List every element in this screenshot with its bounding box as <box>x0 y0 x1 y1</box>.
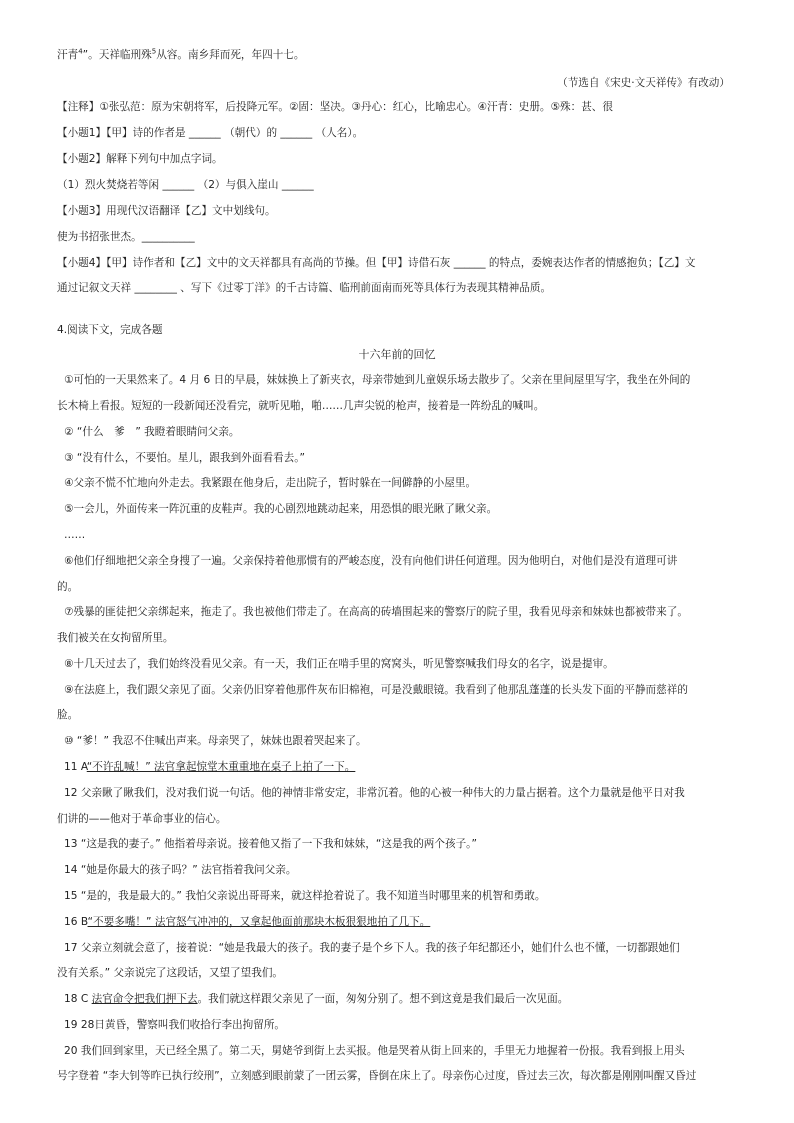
text-fragment: 汗青 <box>57 49 79 61</box>
paragraph-3: ③ “没有什么，不要怕。星儿，跟我到外面看看去。” <box>64 452 306 464</box>
paragraph-9-line-1: ⑨在法庭上，我们跟父亲见了面。父亲仍旧穿着他那件灰布旧棉袍，可是没戴眼镜。我看到了他那乱蓬蓬的长头发下面的平静而慈祥的 <box>64 684 688 696</box>
paragraph-5: ⑤一会儿，外面传来一阵沉重的皮鞋声。我的心剧烈地跳动起来，用恐惧的眼光瞅了瞅父亲。 <box>64 503 498 515</box>
paragraph-15: 15 “是的，我是最大的。” 我怕父亲说出哥哥来，就这样抢着说了。我不知道当时哪里来的机智和勇敢。 <box>64 890 546 902</box>
paragraph-number: 11 A <box>64 761 87 773</box>
question-3-sentence: 使为书招张世杰。__________ <box>57 231 195 243</box>
paragraph-17-line-2: 没有关系。” 父亲说完了这段话，又望了望我们。 <box>57 967 284 979</box>
notes: 【注释】①张弘范：原为宋朝将军，后投降元军。②固：坚决。③丹心：红心，比喻忠心。④汗青：史册。⑤殊：甚、很 <box>57 101 613 113</box>
paragraph-1-line-2: 长木椅上看报。短短的一段新闻还没看完，就听见啪，啪……几声尖锐的枪声，接着是一阵纷乱的喊叫。 <box>57 400 545 412</box>
paragraph-20-line-2: 号字登着 “李大钊等昨已执行绞刑”，立刻感到眼前蒙了一团云雾，昏倒在床上了。母亲伤心过度，昏过去三次，每次都是刚刚叫醒又昏过 <box>57 1070 697 1082</box>
paragraph-19: 19 28日黄昏，警察叫我们收拾行李出拘留所。 <box>64 1019 286 1031</box>
passage-title: 十六年前的回忆 <box>358 348 436 361</box>
paragraph-17-line-1: 17 父亲立刻就会意了，接着说：“她是我最大的孩子。我的妻子是个乡下人。我的孩子年纪都还小，她们什么也不懂，一切都跟她们 <box>64 942 680 954</box>
footnote-marker: 4 <box>78 47 83 56</box>
paragraph-16 <box>64 914 754 930</box>
paragraph-11 <box>64 759 754 775</box>
ellipsis: …… <box>64 529 86 541</box>
question-1: 【小题1】【甲】诗的作者是 ______ （朝代）的 ______ （人名）。 <box>57 127 364 139</box>
footnote-marker: 5 <box>151 47 157 56</box>
text-fragment: 从容。南乡拜而死，年四十七。 <box>156 49 305 61</box>
paragraph-1-line-1: ①可怕的一天果然来了。4 月 6 日的早晨，妹妹换上了新夹衣，母亲带她到儿童娱乐场去散步了。父亲在里间屋里写字，我坐在外间的 <box>64 374 691 386</box>
paragraph-12-line-1: 12 父亲瞅了瞅我们，没对我们说一句话。他的神情非常安定，非常沉着。他的心被一种伟大的力量占据着。这个力量就是他平日对我 <box>64 787 685 799</box>
paragraph-8: ⑧十几天过去了，我们始终没看见父亲。有一天，我们正在啃手里的窝窝头，听见警察喊我们母女的名字，说是提审。 <box>64 658 614 670</box>
paragraph-13: 13 “这是我的妻子。” 他指着母亲说。接着他又指了一下我和妹妹，“这是我的两个孩子。” <box>64 838 477 850</box>
passage-end-line <box>57 47 747 63</box>
question-3: 【小题3】用现代汉语翻译【乙】文中划线句。 <box>57 205 276 217</box>
underlined-sentence-c: 法官命令把我们押下去 <box>91 993 198 1005</box>
question-4-line-1: 【小题4】【甲】诗作者和【乙】文中的文天祥都具有高尚的节操。但【甲】诗借石灰 ______ 的特点，委婉表达作者的情感抱负；【乙】文 <box>57 257 696 269</box>
paragraph-number: 18 C <box>64 993 92 1005</box>
paragraph-7-line-2: 我们被关在女拘留所里。 <box>57 632 174 644</box>
section-heading: 4.阅读下文，完成各题 <box>57 324 163 336</box>
text-fragment: ”。天祥临刑殊 <box>82 49 152 61</box>
paragraph-6-line-1: ⑥他们仔细地把父亲全身搜了一遍。父亲保持着他那惯有的严峻态度，没有向他们讲任何道理。因为他明白，对他们是没有道理可讲 <box>64 555 678 567</box>
paragraph-20-line-1: 20 我们回到家里，天已经全黑了。第二天，舅姥爷到街上去买报。他是哭着从街上回来的，手里无力地握着一份报。我看到报上用头 <box>64 1045 685 1057</box>
source-citation: （节选自《宋史·文天祥传》有改动） <box>557 77 730 89</box>
paragraph-number: 16 B <box>64 916 88 928</box>
paragraph-7-line-1: ⑦残暴的匪徒把父亲绑起来，拖走了。我也被他们带走了。在高高的砖墙围起来的警察厅的院子里，我看见母亲和妹妹也都被带来了。 <box>64 606 688 618</box>
text-fragment: 。我们就这样跟父亲见了一面，匆匆分别了。想不到这竟是我们最后一次见面。 <box>197 993 569 1005</box>
question-2-items: （1）烈火焚烧若等闲 ______ （2）与俱入崖山 ______ <box>57 179 314 191</box>
paragraph-10: ⑩ “爹！” 我忍不住喊出声来。母亲哭了，妹妹也跟着哭起来了。 <box>64 735 367 747</box>
paragraph-18 <box>64 991 754 1007</box>
paragraph-2: ② “什么 爹 ” 我瞪着眼睛问父亲。 <box>64 426 240 438</box>
underlined-sentence-a: “不许乱喊！” 法官拿起惊堂木重重地在桌子上拍了一下。 <box>86 761 356 773</box>
paragraph-4: ④父亲不慌不忙地向外走去。我紧跟在他身后，走出院子，暂时躲在一间僻静的小屋里。 <box>64 477 477 489</box>
question-2: 【小题2】解释下列句中加点字词。 <box>57 153 223 165</box>
underlined-sentence-b: “不要多嘴！” 法官怒气冲冲的，又拿起他面前那块木板狠狠地拍了几下。 <box>87 916 431 928</box>
paragraph-6-line-2: 的。 <box>57 581 79 593</box>
paragraph-9-line-2: 脸。 <box>57 709 79 721</box>
paragraph-12-line-2: 们讲的——他对于革命事业的信心。 <box>57 813 227 825</box>
paragraph-14: 14 “她是你最大的孩子吗？” 法官指着我问父亲。 <box>64 864 297 876</box>
question-4-line-2: 通过记叙文天祥 ________ 、写下《过零丁洋》的千古诗篇、临刑前面南而死等具体行为表现其精神品质。 <box>57 282 552 294</box>
